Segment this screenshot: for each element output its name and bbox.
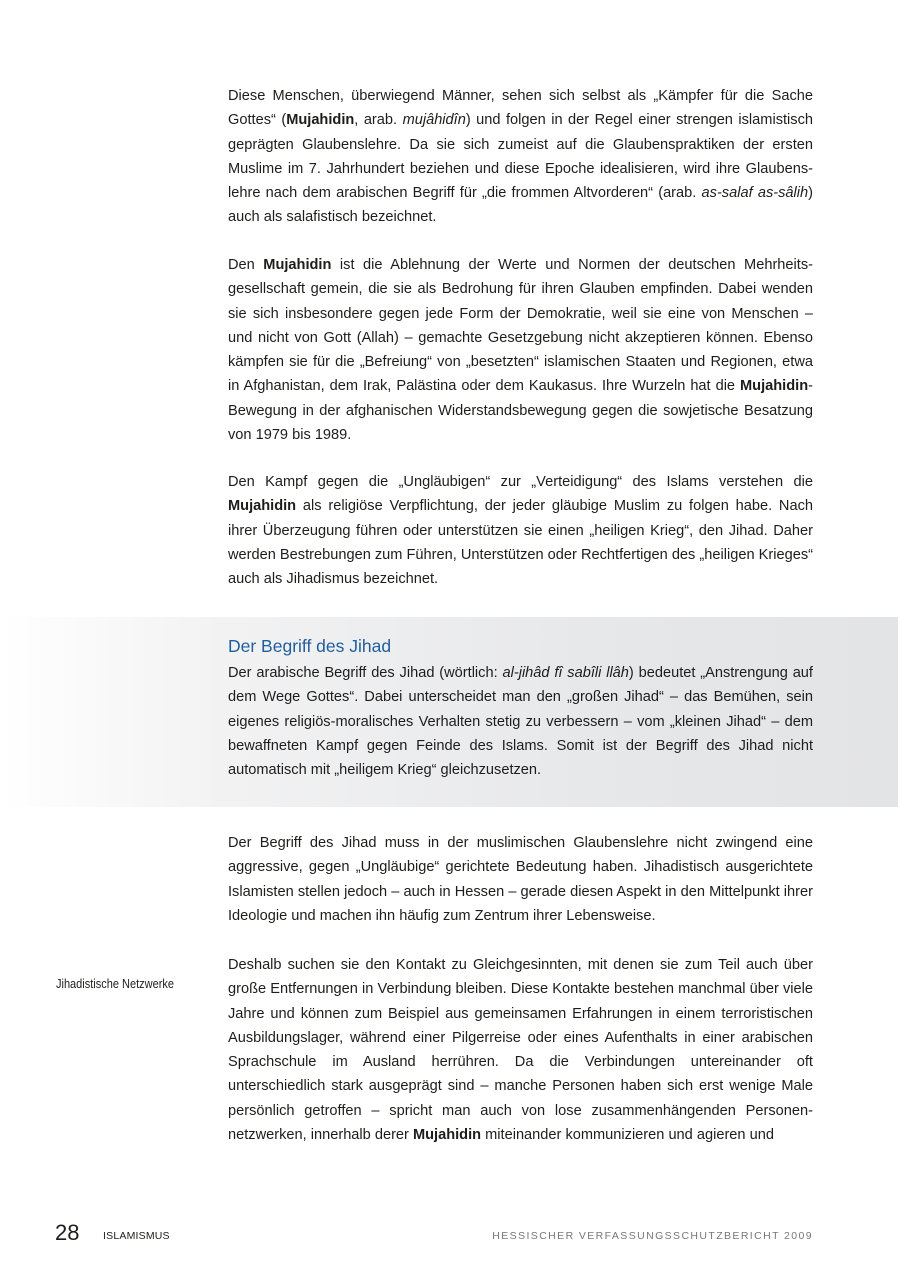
paragraph-networks xyxy=(228,953,813,1147)
text-segment: ) auch als salafistisch bezeichnet. xyxy=(228,185,813,226)
text-segment: miteinander kommunizieren und agieren und xyxy=(481,1127,774,1144)
paragraph-rejection-of-values xyxy=(228,253,813,447)
text-segment: Den xyxy=(228,257,264,273)
footer-section-label: ISLAMISMUS xyxy=(103,1230,170,1242)
paragraph-mujahidin-intro xyxy=(228,84,813,230)
paragraph-jihadism xyxy=(228,470,813,591)
info-box-text xyxy=(228,661,813,782)
text-segment: ) und folgen in der Regel einer strengen islamistisch geprägten Glaubenslehre. Da sie sich zumeist auf die Glaubenspraktiken der ersten Muslime im 7. Jahrhundert beziehen und diese Epoche idealisieren, wird ihre Glaubenslehre nach dem arabischen Begriff für „die frommen Altvorderen“ (arab. xyxy=(228,112,813,202)
text-segment: ist die Ablehnung der Werte und Normen der deutschen Mehrheitsgesellschaft gemein, die sie als Bedrohung für ihren Glauben empfinden. Dabei wenden sie sich insbesondere gegen jede Form der Demokratie, weil sie eine von Menschen – und nicht von Gott (Allah) – gemachte Gesetzgebung nicht akzeptieren können. Ebenso kämpfen sie für die „Befreiung“ von „besetzten“ islamischen Staaten und Regionen, etwa in Afghanistan, dem Irak, Palästina oder dem Kaukasus. Ihre Wurzeln hat die xyxy=(228,257,814,395)
bold-term: Mujahidin xyxy=(228,498,297,515)
bold-term: Mujahidin xyxy=(286,112,355,129)
paragraph-jihad-meaning: Der Begriff des Jihad muss in der muslimischen Glaubenslehre nicht zwingend eine aggressive, gegen „Ungläubige“ gerichtete Bedeutung haben. Jihadistisch ausgerichtete Islamisten stellen jedoch – auch in Hessen – gerade diesen Aspekt in den Mittelpunkt ihrer Ideologie und machen ihn häufig zum Zentrum ihrer Lebensweise. xyxy=(228,835,813,924)
footer-report-title: HESSISCHER VERFASSUNGSSCHUTZBERICHT 2009 xyxy=(492,1230,813,1242)
bold-term: Mujahidin xyxy=(263,257,332,273)
text-segment: Deshalb suchen sie den Kontakt zu Gleichgesinnten, mit denen sie zum Teil auch über große Entfernungen in Verbindung bleiben. Diese Kontakte bestehen manchmal über viele Jahre und können zum Beispiel aus gemeinsamen Erfahrungen in einem terroristischen Ausbildungslager, während einer Pilgerreise oder eines Aufenthalts in einer arabischen Sprachschule im Ausland herrühren. Da die Verbindungen untereinander oft unterschiedlich stark ausgeprägt sind – manche Personen haben sich erst wenige Male persönlich getroffen – spricht man auch von lose zusammenhängenden Personennetzwerken, innerhalb derer xyxy=(228,957,813,1144)
text-segment: ) bedeutet „Anstrengung auf dem Wege Gottes“. Dabei unterscheidet man den „großen Jihad“ – das Bemühen, sein eigenes religiös-moralisches Verhalten stetig zu verbessern – vom „kleinen Jihad“ – dem bewaffneten Kampf gegen Feinde des Islams. Somit ist der Begriff des Jihad nicht automatisch mit „heiligem Krieg“ gleichzusetzen. xyxy=(228,665,813,779)
italic-term: mujâhidîn xyxy=(402,112,466,129)
text-segment: als religiöse Verpflichtung, der jeder gläubige Muslim zu folgen habe. Nach ihrer Überzeugung führen oder unterstützen sie einen „heiligen Krieg“, den Jihad. Daher werden Bestrebungen zum Führen, Unterstützen oder Rechtfertigen des „heiligen Krieges“ auch als Jihadismus bezeichnet. xyxy=(228,498,813,588)
text-segment: Diese Menschen, überwiegend Männer, sehen sich selbst als „Kämpfer für die Sache Gottes“ ( xyxy=(228,88,813,129)
bold-term: Mujahidin xyxy=(740,378,809,395)
text-segment: -Bewegung in der afghanischen Widerstandsbewegung gegen die sowjetische Besatzung von 1979 bis 1989. xyxy=(228,378,813,444)
text-segment: , arab. xyxy=(354,112,403,129)
italic-term: al-jihâd fî sabîli llâh xyxy=(502,665,629,681)
text-segment: Den Kampf gegen die „Ungläubigen“ zur „Verteidigung“ des Islams verstehen die xyxy=(228,474,813,490)
text-segment: Der arabische Begriff des Jihad (wörtlich: xyxy=(228,665,503,681)
margin-note: Jihadistische Netzwerke xyxy=(56,977,175,991)
italic-term: as-salaf as-sâlih xyxy=(701,185,809,202)
page-number: 28 xyxy=(55,1220,80,1245)
info-box-title: Der Begriff des Jihad xyxy=(228,636,392,656)
bold-term: Mujahidin xyxy=(412,1127,482,1144)
